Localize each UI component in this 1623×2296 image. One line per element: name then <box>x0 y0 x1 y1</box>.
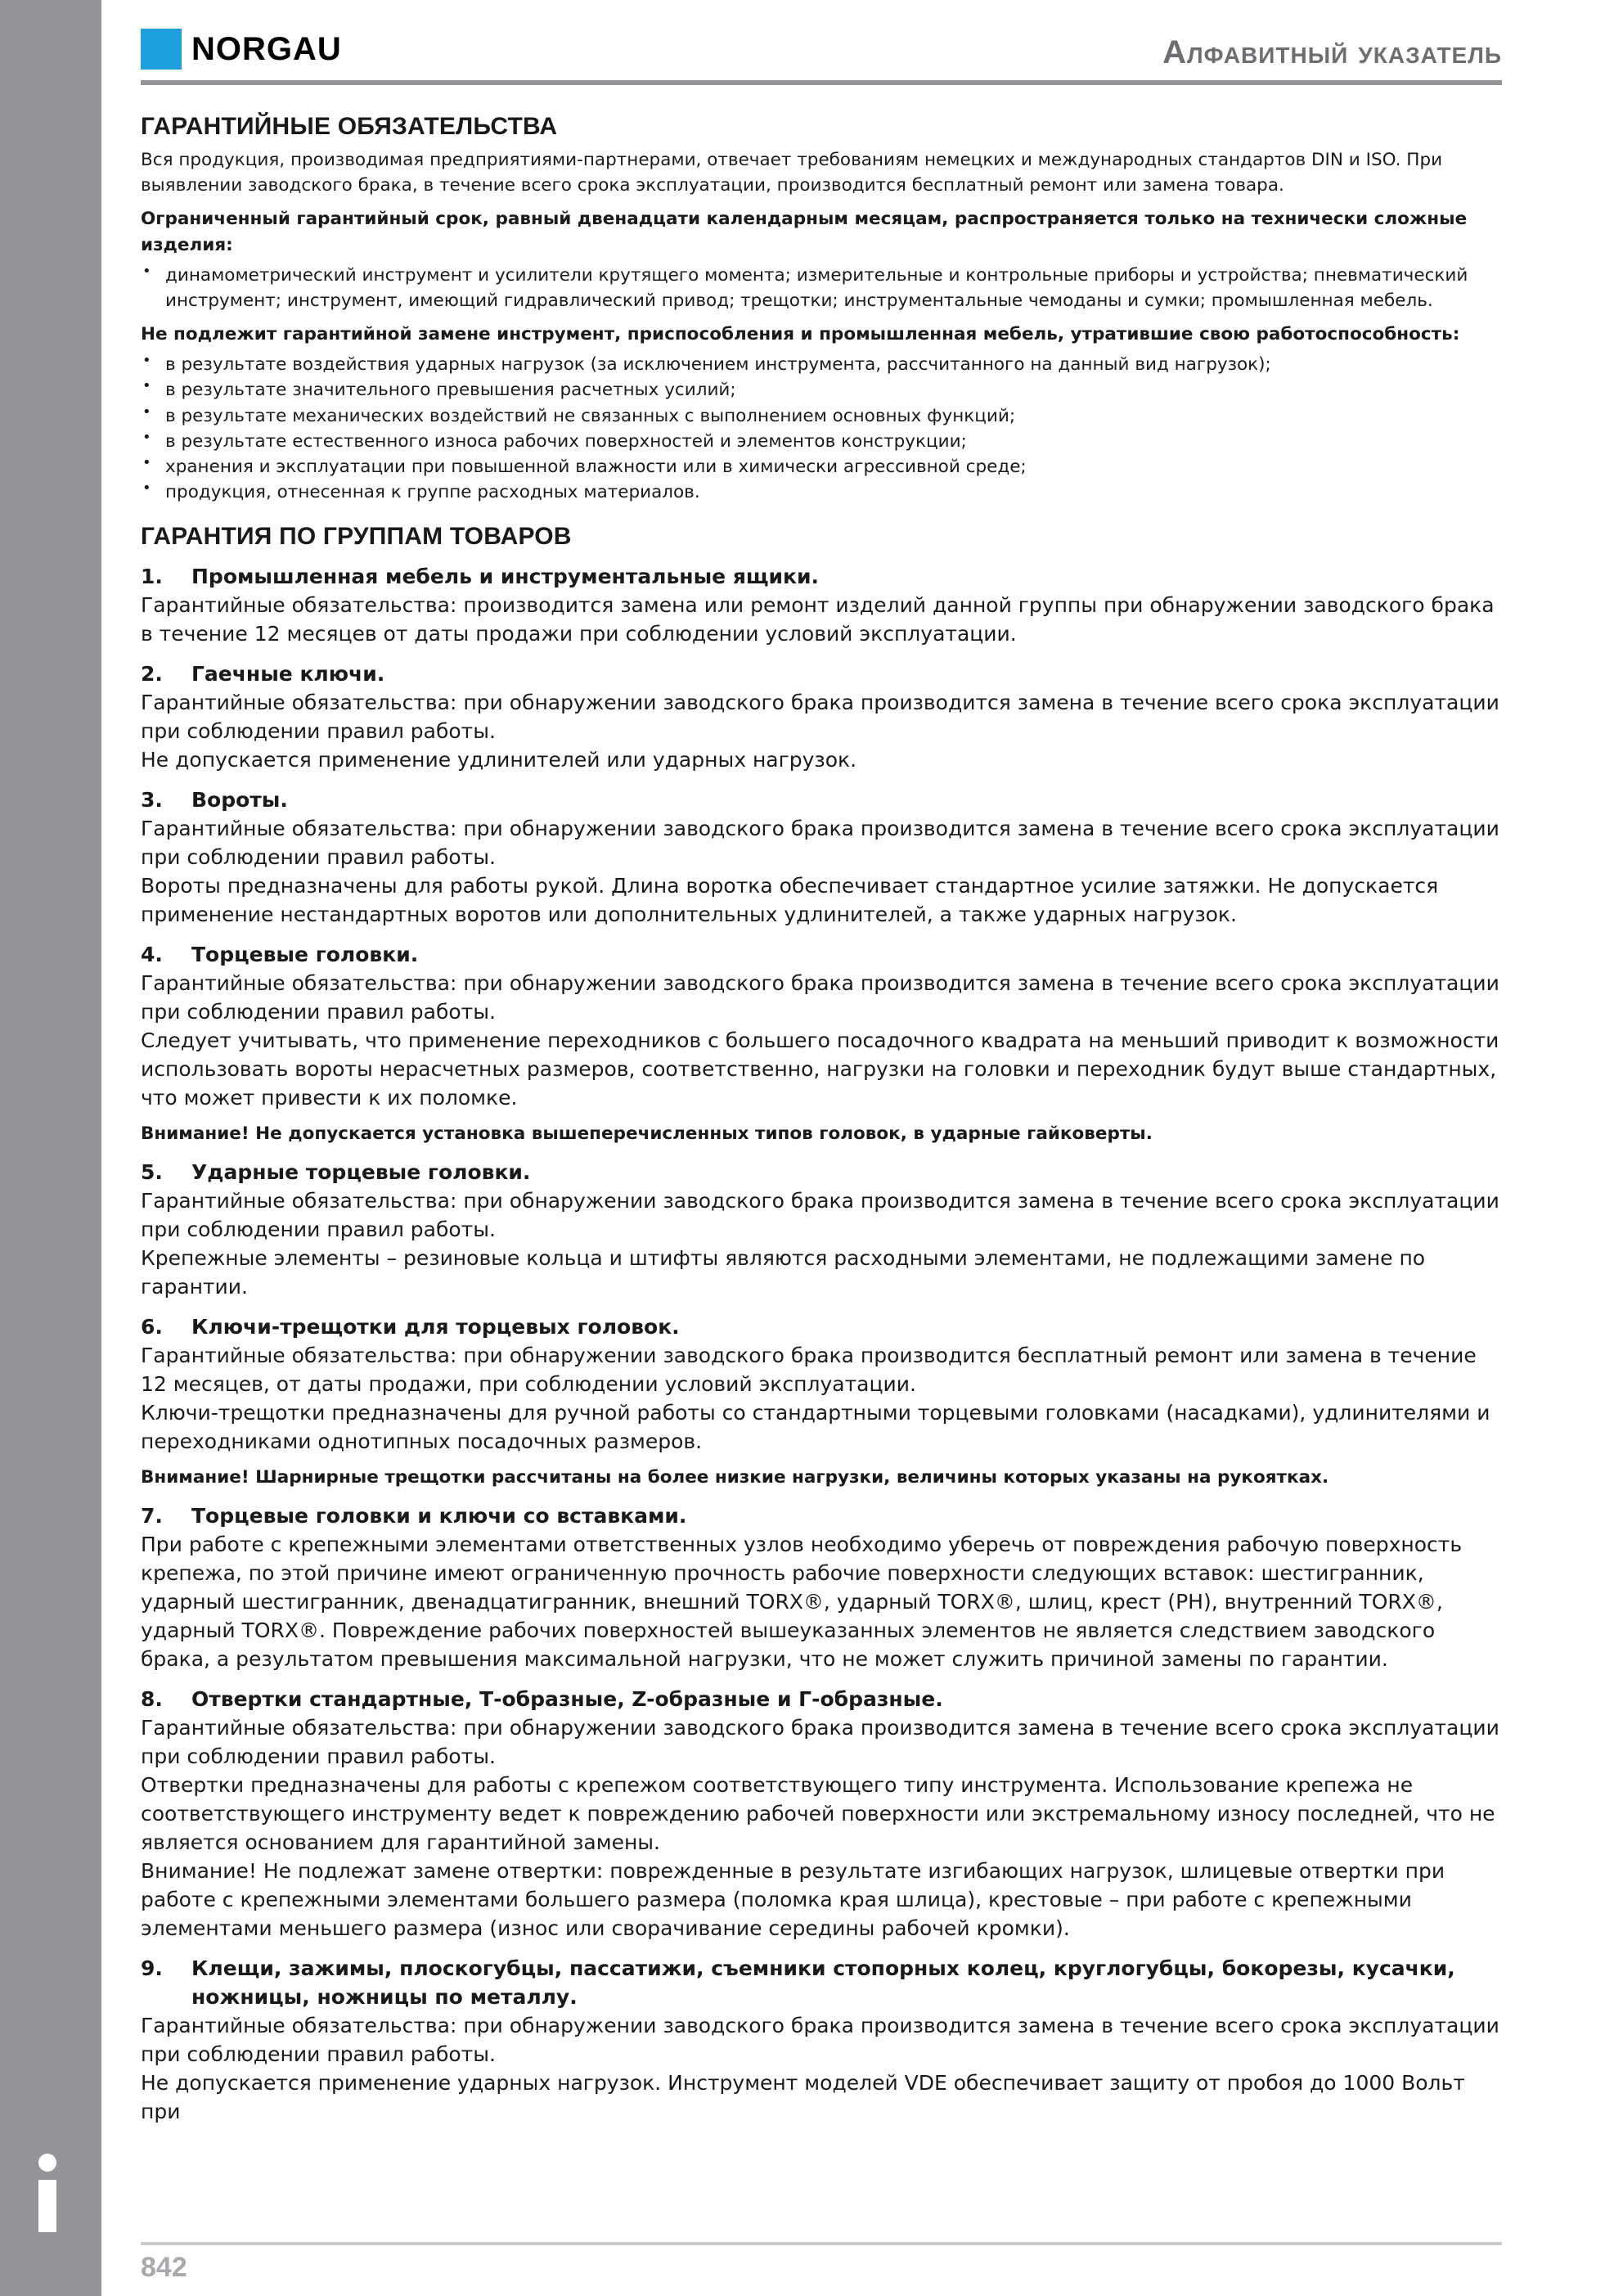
info-icon <box>36 2154 59 2232</box>
exclusions-heading: Не подлежит гарантийной замене инструмент, приспособления и промышленная мебель, утратившие свою работоспособность: <box>141 324 1460 345</box>
brand-logo <box>141 28 342 70</box>
item-text: Отвертки предназначены для работы с крепежом соответствующего типу инструмента. Использование крепежа не соответствующего инструменту ведет к повреждению рабочей поверхности или экстремальному износу последней, что не является основанием для гарантийной замены. <box>141 1773 1495 1855</box>
exclusions-list <box>141 352 1502 505</box>
item-title: Гаечные ключи. <box>191 662 385 687</box>
page-title: Алфавитный указатель <box>1162 34 1502 70</box>
warranty-group-9 <box>141 1954 1502 2126</box>
warranty-group-2 <box>141 660 1502 774</box>
item-text: Не допускается применение ударных нагрузок. Инструмент моделей VDE обеспечивает защиту от пробоя до 1000 Вольт при <box>141 2071 1465 2124</box>
item-number: 9. <box>141 1956 163 1981</box>
item-number: 8. <box>141 1687 163 1712</box>
list-item: • продукция, отнесенная к группе расходных материалов. <box>141 479 1502 505</box>
item-title: Вороты. <box>191 788 288 813</box>
item-title: Промышленная мебель и инструментальные ящики. <box>191 565 820 589</box>
item-text: Вороты предназначены для работы рукой. Длина воротка обеспечивает стандартное усилие затяжки. Не допускается применение нестандартных воротов или дополнительных удлинителей, а также ударных нагрузок. <box>141 874 1439 927</box>
item-text: При работе с крепежными элементами ответственных узлов необходимо уберечь от повреждения рабочую поверхность крепежа, по этой причине имеют ограниченную прочность рабочие поверхности следующих вставок: шестигранник, ударный шестигранник, двенадцатигранник, внешний TORX®, ударный TORX®, шлиц, крест (PH), внутренний TORX®, ударный TORX®. Повреждение рабочих поверхностей вышеуказанных элементов не является следствием заводского брака, а результатом превышения максимальной нагрузки, что не может служить причиной замены по гарантии. <box>141 1533 1463 1672</box>
item-number: 4. <box>141 943 163 967</box>
logo-square-icon <box>141 29 182 70</box>
warranty-group-3 <box>141 786 1502 929</box>
item-text: Гарантийные обязательства: при обнаружении заводского брака производится замена в течение всего срока эксплуатации при соблюдении правил работы. <box>141 691 1499 744</box>
item-number: 5. <box>141 1160 163 1185</box>
header-divider <box>141 80 1502 85</box>
item-title: Торцевые головки и ключи со вставками. <box>191 1504 687 1528</box>
item-title: Ключи-трещотки для торцевых головок. <box>191 1315 680 1339</box>
main-content <box>141 113 1502 2126</box>
item-text: Ключи-трещотки предназначены для ручной работы со стандартными торцевыми головками (насадками), удлинителями и переходниками однотипных посадочных размеров. <box>141 1401 1490 1454</box>
sidebar-edge <box>101 0 111 2296</box>
item-number: 3. <box>141 788 163 813</box>
item-warning: Внимание! Шарнирные трещотки рассчитаны на более низкие нагрузки, величины которых указаны на рукоятках. <box>141 1467 1329 1488</box>
warranty-group-1 <box>141 562 1502 648</box>
limited-warranty-list <box>141 263 1502 313</box>
item-number: 2. <box>141 662 163 687</box>
item-text: Не допускается применение удлинителей или ударных нагрузок. <box>141 748 857 772</box>
item-text: Гарантийные обязательства: при обнаружении заводского брака производится бесплатный ремонт или замена в течение 12 месяцев, от даты продажи, при соблюдении условий эксплуатации. <box>141 1344 1477 1397</box>
item-number: 1. <box>141 565 163 589</box>
item-text: Гарантийные обязательства: при обнаружении заводского брака производится замена в течение всего срока эксплуатации при соблюдении правил работы. <box>141 971 1499 1024</box>
list-item: • в результате воздействия ударных нагрузок (за исключением инструмента, рассчитанного на данный вид нагрузок); <box>141 352 1502 377</box>
list-item: • в результате значительного превышения расчетных усилий; <box>141 377 1502 403</box>
item-text: Гарантийные обязательства: при обнаружении заводского брака производится замена в течение всего срока эксплуатации при соблюдении правил работы. <box>141 1716 1499 1769</box>
item-title: Клещи, зажимы, плоскогубцы, пассатижи, съемники стопорных колец, круглогубцы, бокорезы, кусачки, ножницы, ножницы по металлу. <box>191 1956 1455 2010</box>
warranty-group-5 <box>141 1158 1502 1301</box>
warranty-group-8 <box>141 1685 1502 1943</box>
item-text: Крепежные элементы – резиновые кольца и штифты являются расходными элементами, не подлежащими замене по гарантии. <box>141 1246 1426 1299</box>
section-title-groups: ГАРАНТИЯ ПО ГРУППАМ ТОВАРОВ <box>141 523 572 551</box>
item-text: Следует учитывать, что применение переходников с большего посадочного квадрата на меньший приводит к возможности использовать вороты нерасчетных размеров, соответственно, нагрузки на головки и переходник будут выше стандартных, что может привести к их поломке. <box>141 1029 1499 1110</box>
page-number: 842 <box>141 2252 187 2283</box>
sidebar-band <box>0 0 101 2296</box>
item-warning: Внимание! Не допускается установка вышеперечисленных типов головок, в ударные гайковерты. <box>141 1123 1153 1145</box>
item-number: 6. <box>141 1315 163 1339</box>
item-text: Гарантийные обязательства: при обнаружении заводского брака производится замена в течение всего срока эксплуатации при соблюдении правил работы. <box>141 1189 1499 1242</box>
brand-name: NORGAU <box>191 30 342 67</box>
item-text: Гарантийные обязательства: при обнаружении заводского брака производится замена в течение всего срока эксплуатации при соблюдении правил работы. <box>141 2014 1499 2067</box>
list-item: • в результате естественного износа рабочих поверхностей и элементов конструкции; <box>141 429 1502 454</box>
item-text: Гарантийные обязательства: производится замена или ремонт изделий данной группы при обнаружении заводского брака в течение 12 месяцев от даты продажи при соблюдении условий эксплуатации. <box>141 593 1495 646</box>
warranty-intro: Вся продукция, производимая предприятиями-партнерами, отвечает требованиям немецких и международных стандартов DIN и ISO. При выявлении заводского брака, в течение всего срока эксплуатации, производится бесплатный ремонт или замена товара. <box>141 150 1443 196</box>
section-title-warranty: ГАРАНТИЙНЫЕ ОБЯЗАТЕЛЬСТВА <box>141 113 558 140</box>
warranty-group-4 <box>141 940 1502 1146</box>
item-title: Торцевые головки. <box>191 943 419 967</box>
list-item: • в результате механических воздействий не связанных с выполнением основных функций; <box>141 403 1502 429</box>
warranty-group-7 <box>141 1501 1502 1673</box>
limited-warranty-heading: Ограниченный гарантийный срок, равный двенадцати календарным месяцам, распространяется только на технически сложные изделия: <box>141 209 1468 255</box>
warranty-group-6 <box>141 1312 1502 1490</box>
item-title: Отвертки стандартные, Т-образные, Z-образные и Г-образные. <box>191 1687 943 1712</box>
list-item: • хранения и эксплуатации при повышенной влажности или в химически агрессивной среде; <box>141 454 1502 479</box>
footer-divider <box>141 2242 1502 2245</box>
item-number: 7. <box>141 1504 163 1528</box>
item-text: Внимание! Не подлежат замене отвертки: поврежденные в результате изгибающих нагрузок, шлицевые отвертки при работе с крепежными элементами большего размера (поломка края шлица), крестовые – при работе с крепежными элементами меньшего размера (износ или сворачивание середины рабочей кромки). <box>141 1859 1445 1941</box>
item-title: Ударные торцевые головки. <box>191 1160 531 1185</box>
warranty-section <box>141 147 1502 505</box>
list-item: • динамометрический инструмент и усилители крутящего момента; измерительные и контрольные приборы и устройства; пневматический инструмент; инструмент, имеющий гидравлический привод; трещотки; инструментальные чемоданы и сумки; промышленная мебель. <box>141 263 1502 313</box>
item-text: Гарантийные обязательства: при обнаружении заводского брака производится замена в течение всего срока эксплуатации при соблюдении правил работы. <box>141 817 1499 870</box>
